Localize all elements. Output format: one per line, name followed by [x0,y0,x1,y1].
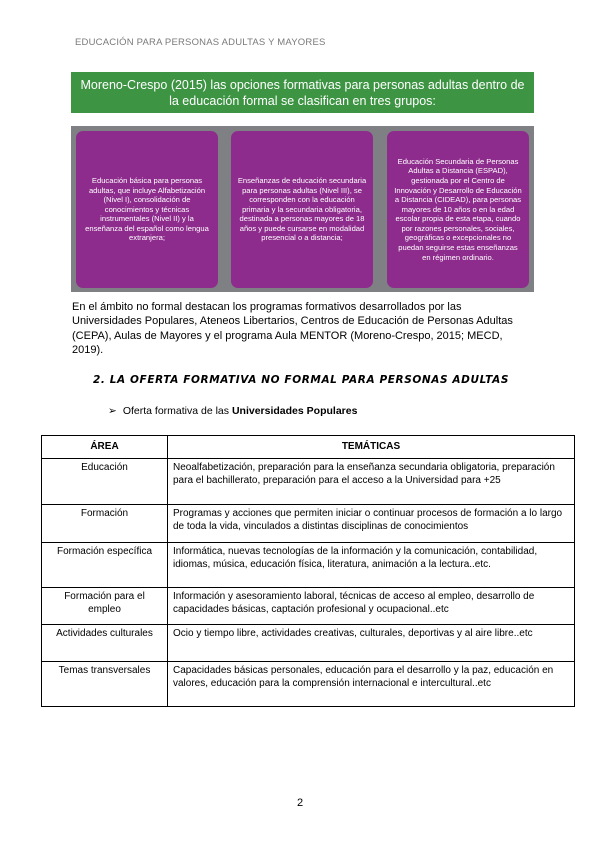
card-basic-education [76,131,218,288]
body-paragraph: En el ámbito no formal destacan los programas formativos desarrollados por las Universidades Populares, Ateneos Libertarios, Centros de Educación de Personas Adultas (CEPA), Aulas de Mayores y el programa Aula MENTOR (Moreno-Crespo, 2015; MECD, 2019). [72,301,513,356]
topics-cell: Ocio y tiempo libre, actividades creativas, culturales, deportivas y al aire libre..etc [168,625,575,662]
header-topics: TEMÁTICAS [168,436,575,459]
banner-text: Moreno-Crespo (2015) las opciones formativas para personas adultas dentro de la educación formal se clasifican en tres grupos: [80,77,525,108]
bullet-bold: Universidades Populares [231,405,358,417]
area-cell: Formación para el empleo [42,588,168,625]
area-cell: Formación específica [42,543,168,588]
arrow-bullet-icon: ➢ [108,405,117,417]
area-cell: Formación [42,505,168,543]
formal-education-cards [71,126,534,292]
table-row [42,505,575,543]
table-header-row [42,436,575,459]
table-row [42,459,575,505]
bullet-prefix: Oferta formativa de las [122,405,232,417]
topics-cell: Informática, nuevas tecnologías de la información y la comunicación, contabilidad, idiomas, música, educación física, literatura, animación a la lectura..etc. [168,543,575,588]
table-row [42,543,575,588]
topics-cell: Información y asesoramiento laboral, técnicas de acceso al empleo, desarrollo de capacidades básicas, captación profesional y ocupacional..etc [168,588,575,625]
card-text: Educación básica para personas adultas, que incluye Alfabetización (Nivel I), consolidación de conocimientos y técnicas instrumentales (Nivel II) y la enseñanza del español como lengua extranjera; [85,175,209,243]
offer-table [41,435,575,707]
page-number: 2 [296,797,304,809]
area-cell: Temas transversales [42,662,168,707]
table-row [42,588,575,625]
table-row [42,625,575,662]
topics-cell: Capacidades básicas personales, educación para el desarrollo y la paz, educación en valores, educación para la comprensión internacional e intercultural..etc [168,662,575,707]
section-heading: 2. LA OFERTA FORMATIVA NO FORMAL PARA PERSONAS ADULTAS [93,374,509,386]
card-text: Educación Secundaria de Personas Adultas a Distancia (ESPAD), gestionada por el Centro de Innovación y Desarrollo de Educación a Distancia (CIDEAD), para personas mayores de 10 años o en la edad escolar propia de esta etapa, cuando por razones personales, sociales, geográficas o excepcionales no puedan seguirse estas enseñanzas en régimen ordinario. [394,156,522,262]
green-banner [71,72,534,113]
topics-cell: Programas y acciones que permiten iniciar o continuar procesos de formación a lo largo de toda la vida, vinculados a distintas disciplinas de conocimientos [168,505,575,543]
area-cell: Actividades culturales [42,625,168,662]
running-header: EDUCACIÓN PARA PERSONAS ADULTAS Y MAYORES [75,37,326,48]
card-secondary-education [231,131,373,288]
area-cell: Educación [42,459,168,505]
card-espad [387,131,529,288]
card-text: Enseñanzas de educación secundaria para personas adultas (Nivel III), se corresponden con la educación primaria y la secundaria obligatoria, destinada a personas mayores de 18 años y puede cursarse en modalidad presencial o a distancia; [237,175,367,243]
header-area: ÁREA [42,436,168,459]
bullet-item [108,405,357,417]
table-row [42,662,575,707]
topics-cell: Neoalfabetización, preparación para la enseñanza secundaria obligatoria, preparación para el bachillerato, preparación para el acceso a la Universidad para +25 [168,459,575,505]
